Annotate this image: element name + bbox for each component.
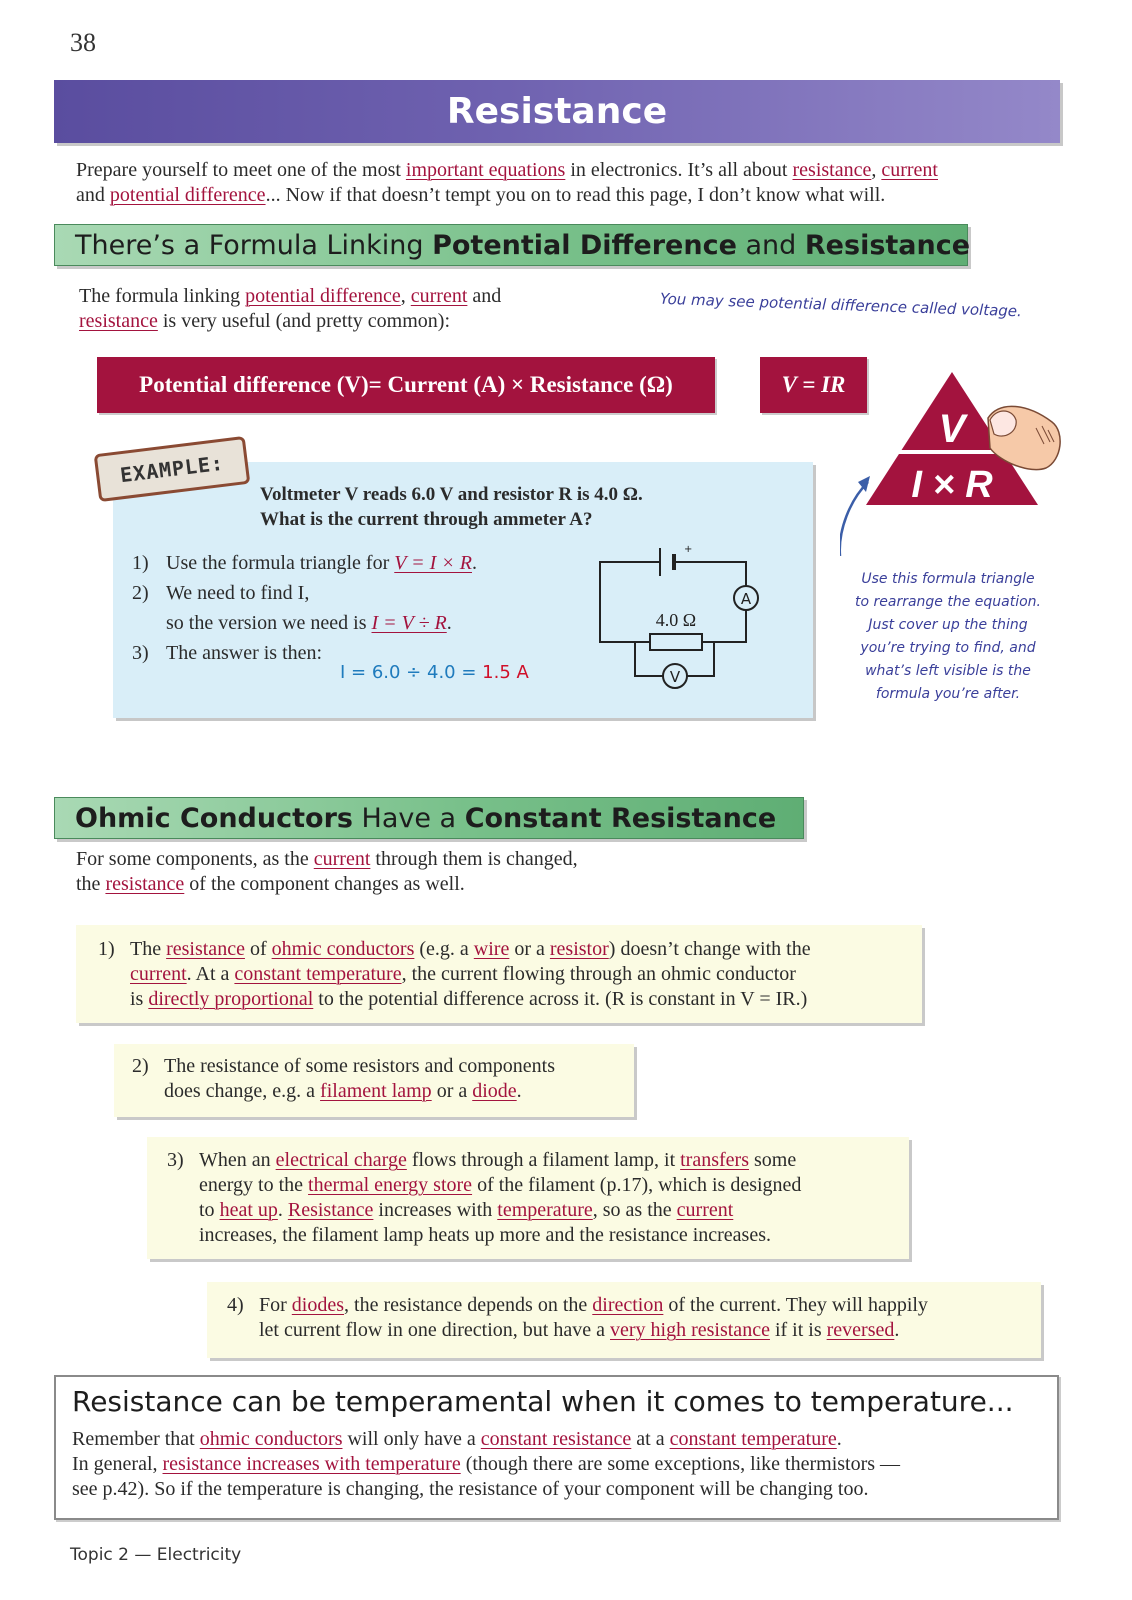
triangle-bottom: I × R — [911, 464, 993, 506]
text: through them is changed, — [370, 848, 578, 870]
text: , — [400, 285, 411, 307]
link-reversed[interactable]: reversed — [826, 1319, 895, 1341]
formula-symbols-box: V = IR — [760, 357, 867, 413]
link-ohmic-conductors[interactable]: ohmic conductors — [199, 1428, 343, 1450]
link-resistance[interactable]: resistance — [166, 938, 245, 960]
text: For some components, as the — [76, 848, 314, 870]
title-bar — [54, 80, 1060, 143]
text: the — [76, 873, 106, 895]
ammeter-label: A — [740, 590, 752, 608]
text: The formula linking — [79, 285, 246, 307]
link-wire[interactable]: wire — [473, 938, 510, 960]
triangle-top: V — [938, 407, 966, 451]
wire-top-right — [680, 562, 746, 586]
link-constant-resistance[interactable]: constant resistance — [480, 1428, 632, 1450]
example-tag: EXAMPLE: — [94, 436, 251, 502]
link-v-equals-ir[interactable]: V = I × R — [394, 552, 472, 574]
link-current[interactable]: current — [130, 963, 187, 985]
link-diode[interactable]: diode — [472, 1080, 517, 1102]
page-title: Resistance — [446, 91, 668, 132]
text: and — [467, 285, 502, 307]
voltmeter-wire-right — [687, 642, 714, 676]
intro-text: ... Now if that doesn’t tempt you on to read this page, I don’t know what will. — [265, 184, 886, 206]
step-text: Use the formula triangle for — [166, 552, 395, 574]
cell-plus: + — [684, 544, 693, 555]
note-number: 1) — [98, 938, 115, 960]
link-i-equals-v-over-r[interactable]: I = V ÷ R — [371, 612, 447, 634]
link-temperature[interactable]: temperature — [497, 1199, 593, 1221]
note-box-2: 2) The resistance of some resistors and components does change, e.g. a filament lamp or a diode. — [114, 1044, 634, 1117]
triangle-note: Use this formula triangle to rearrange the equation. Just cover up the thing you’re trying to find, and what’s left visible is the formula you’re after. — [854, 571, 1041, 702]
link-constant-temperature[interactable]: constant temperature — [669, 1428, 837, 1450]
step-number: 2) — [132, 582, 149, 604]
note-box-1: 1) The resistance of ohmic conductors (e.g. a wire or a resistor) doesn’t change with the current. At a constant temperature, the current flowing through an ohmic conductor is directly proportional to the potential difference across it. (R is constant in V = IR.) — [76, 925, 922, 1023]
resistor — [650, 634, 702, 650]
step-text: . — [472, 552, 477, 574]
note-number: 2) — [132, 1055, 149, 1077]
heading-text: Ohmic Conductors — [75, 803, 353, 834]
link-diodes[interactable]: diodes — [291, 1294, 345, 1316]
footer: Topic 2 — Electricity — [70, 1545, 242, 1565]
step-number: 1) — [132, 552, 149, 574]
heading-text: and — [736, 230, 805, 261]
link-directly-proportional[interactable]: directly proportional — [148, 988, 314, 1010]
resistor-label: 4.0 Ω — [655, 610, 697, 630]
link-resistance[interactable]: resistance — [79, 310, 158, 332]
note-number: 4) — [227, 1294, 244, 1316]
step-text: . — [446, 612, 452, 634]
step-text: The answer is then: — [166, 642, 323, 664]
step-2b — [132, 608, 477, 638]
intro-text: Prepare yourself to meet one of the most — [76, 159, 406, 181]
circuit-diagram — [590, 540, 790, 700]
formula-words-box: Potential difference (V)= Current (A) × Resistance (Ω) — [97, 357, 715, 413]
question-line: What is the current through ammeter A? — [260, 509, 593, 530]
link-filament-lamp[interactable]: filament lamp — [320, 1080, 432, 1102]
link-ohmic-conductors[interactable]: ohmic conductors — [271, 938, 415, 960]
link-resistor[interactable]: resistor — [549, 938, 609, 960]
link-current[interactable]: current — [881, 159, 938, 181]
example-question — [260, 482, 730, 532]
summary-title: Resistance can be temperamental when it comes to temperature... — [72, 1385, 1014, 1418]
voltmeter-label: V — [669, 668, 681, 686]
answer-result: 1.5 A — [482, 662, 529, 683]
heading-text: There’s a Formula Linking — [75, 230, 433, 261]
link-potential-difference[interactable]: potential difference — [109, 184, 266, 206]
step-2 — [132, 578, 477, 608]
example-answer — [340, 662, 529, 683]
page-number: 38 — [70, 28, 96, 57]
text: of the component changes as well. — [184, 873, 465, 895]
link-constant-temperature[interactable]: constant temperature — [234, 963, 402, 985]
link-current[interactable]: current — [313, 848, 371, 870]
text: is very useful (and pretty common): — [157, 310, 451, 332]
example-steps — [132, 548, 477, 668]
step-text: We need to find I, — [166, 582, 310, 604]
link-electrical-charge[interactable]: electrical charge — [275, 1149, 407, 1171]
heading-text: Have a — [352, 803, 465, 834]
link-thermal-energy-store[interactable]: thermal energy store — [308, 1174, 473, 1196]
link-resistance[interactable]: resistance — [792, 159, 872, 181]
wire-left — [600, 562, 660, 642]
link-potential-difference[interactable]: potential difference — [245, 285, 401, 307]
question-line: Voltmeter V reads 6.0 V and resistor R is 4.0 Ω. — [260, 484, 643, 505]
intro-text: in electronics. It’s all about — [565, 159, 793, 181]
link-direction[interactable]: direction — [592, 1294, 664, 1316]
link-resistance-increases-with-temperature[interactable]: resistance increases with temperature — [162, 1453, 461, 1475]
heading-text: Potential Difference — [432, 230, 737, 261]
heading-text: Constant Resistance — [464, 803, 777, 834]
link-resistance[interactable]: Resistance — [287, 1199, 374, 1221]
link-resistance[interactable]: resistance — [105, 873, 185, 895]
heading-text: Resistance — [804, 230, 971, 261]
intro-text: and — [76, 184, 110, 206]
arrow-curve — [840, 482, 868, 556]
section-heading-formula — [54, 224, 971, 266]
intro-text: , — [871, 159, 882, 181]
summary-box — [54, 1375, 1059, 1520]
note-number: 3) — [167, 1149, 184, 1171]
link-current[interactable]: current — [676, 1199, 734, 1221]
intro-paragraph — [76, 158, 1066, 208]
step-1 — [132, 548, 477, 578]
formula-triangle — [840, 370, 1070, 590]
formula-intro — [79, 284, 579, 334]
ohmic-intro — [76, 847, 776, 897]
link-current[interactable]: current — [410, 285, 468, 307]
step-number: 3) — [132, 642, 149, 664]
wire-right — [702, 610, 746, 642]
link-heat-up[interactable]: heat up — [219, 1199, 278, 1221]
note-box-4: 4) For diodes, the resistance depends on the direction of the current. They will happily let current flow in one direction, but have a very high resistance if it is reversed. — [207, 1282, 1041, 1358]
answer-calc: I = 6.0 ÷ 4.0 = — [340, 662, 483, 683]
link-very-high-resistance[interactable]: very high resistance — [610, 1319, 770, 1341]
voltage-note: You may see potential difference called voltage. — [659, 289, 1023, 321]
note-box-3: 3) When an electrical charge flows through a filament lamp, it transfers some energy to the thermal energy store of the filament (p.17), which is designed to heat up. Resistance increases with temperature, so as the current increases, the filament lamp heats up more and the resistance increases. — [147, 1137, 909, 1259]
section-heading-ohmic — [54, 797, 804, 839]
step-text: so the version we need is — [166, 612, 372, 634]
link-transfers[interactable]: transfers — [680, 1149, 749, 1171]
summary-text: Remember that ohmic conductors will only have a constant resistance at a constant temperature. In general, resistance increases with temperature (though there are some exceptions, like thermistors — see p.42). So if the temperature is changing, the resistance of your component will be changing too. — [72, 1428, 901, 1500]
link-important-equations[interactable]: important equations — [405, 159, 566, 181]
